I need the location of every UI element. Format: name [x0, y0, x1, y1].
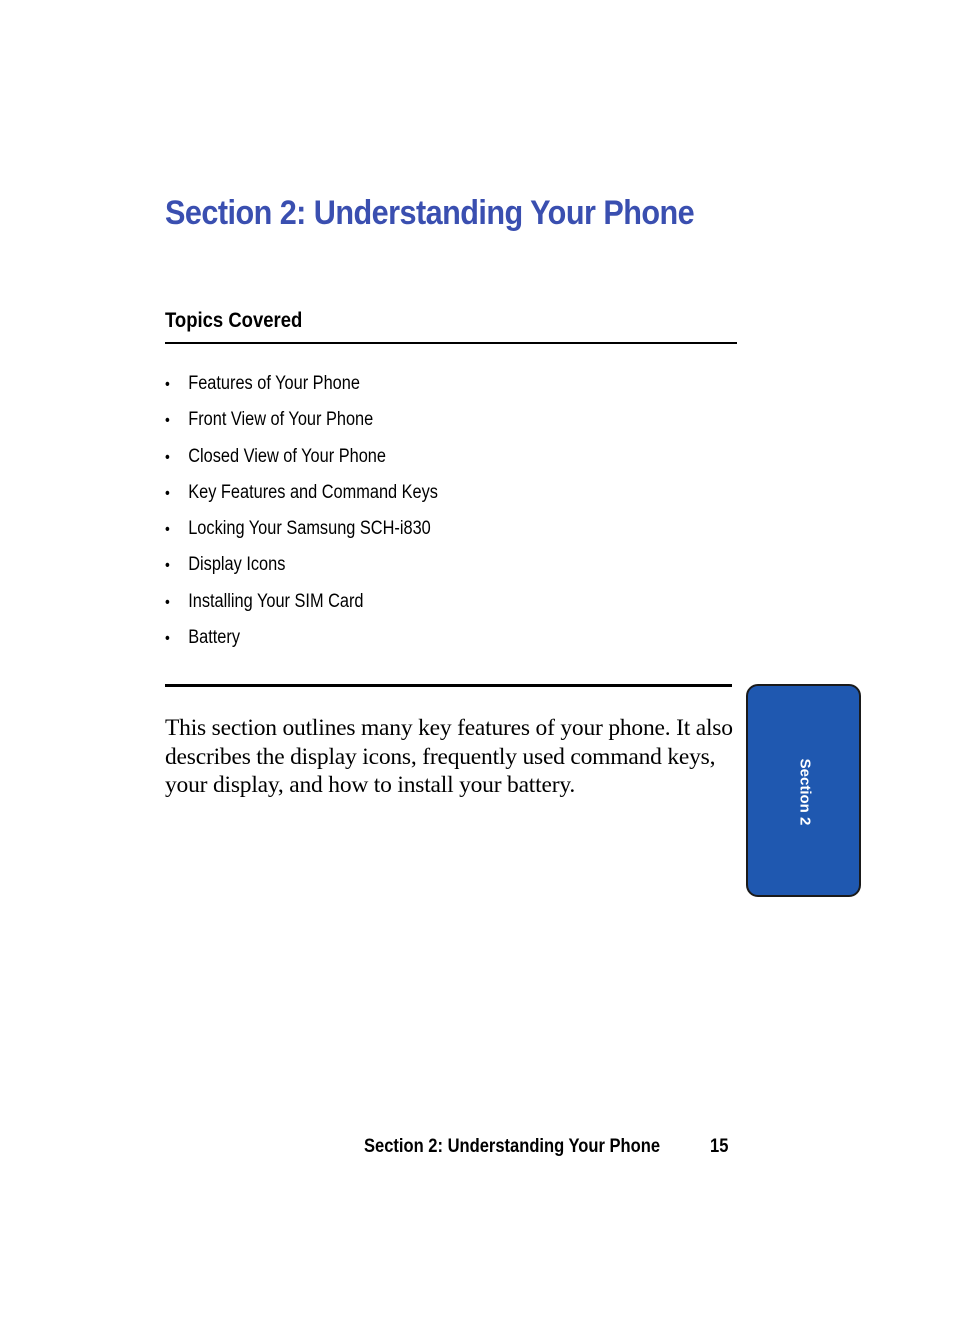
- topic-label: Key Features and Command Keys: [188, 481, 438, 503]
- bullet-icon: •: [165, 412, 170, 430]
- topics-list: [165, 372, 482, 662]
- topic-label: Display Icons: [188, 554, 286, 576]
- topics-heading: Topics Covered: [165, 309, 303, 332]
- bullet-icon: •: [165, 593, 170, 611]
- bullet-icon: •: [165, 484, 170, 502]
- footer-title: Section 2: Understanding Your Phone: [364, 1136, 661, 1157]
- list-item: [165, 372, 438, 408]
- section-tab-label: Section 2: [796, 758, 814, 826]
- topic-label: Installing Your SIM Card: [188, 590, 364, 612]
- list-item: [165, 408, 438, 444]
- list-item: [165, 481, 438, 517]
- list-item: [165, 553, 438, 589]
- intro-paragraph: This section outlines many key features of your phone. It also describes the display icons, frequently used command keys, your display, and how to install your battery.: [165, 715, 733, 799]
- list-item: [165, 445, 438, 481]
- bullet-icon: •: [165, 448, 170, 466]
- list-item: [165, 626, 438, 662]
- topic-label: Front View of Your Phone: [188, 409, 374, 431]
- page-number: 15: [710, 1136, 729, 1157]
- list-item: [165, 517, 438, 553]
- topics-top-divider: [165, 342, 737, 344]
- bullet-icon: •: [165, 376, 170, 393]
- bullet-icon: •: [165, 557, 170, 575]
- list-item: [165, 590, 438, 626]
- topics-bottom-divider: [165, 684, 732, 687]
- bullet-icon: •: [165, 521, 170, 539]
- topic-label: Locking Your Samsung SCH-i830: [188, 518, 431, 540]
- topic-label: Features of Your Phone: [188, 373, 360, 394]
- page-title: Section 2: Understanding Your Phone: [165, 194, 695, 232]
- section-tab: [746, 684, 861, 897]
- bullet-icon: •: [165, 630, 170, 648]
- topic-label: Closed View of Your Phone: [188, 445, 386, 467]
- topic-label: Battery: [188, 627, 240, 649]
